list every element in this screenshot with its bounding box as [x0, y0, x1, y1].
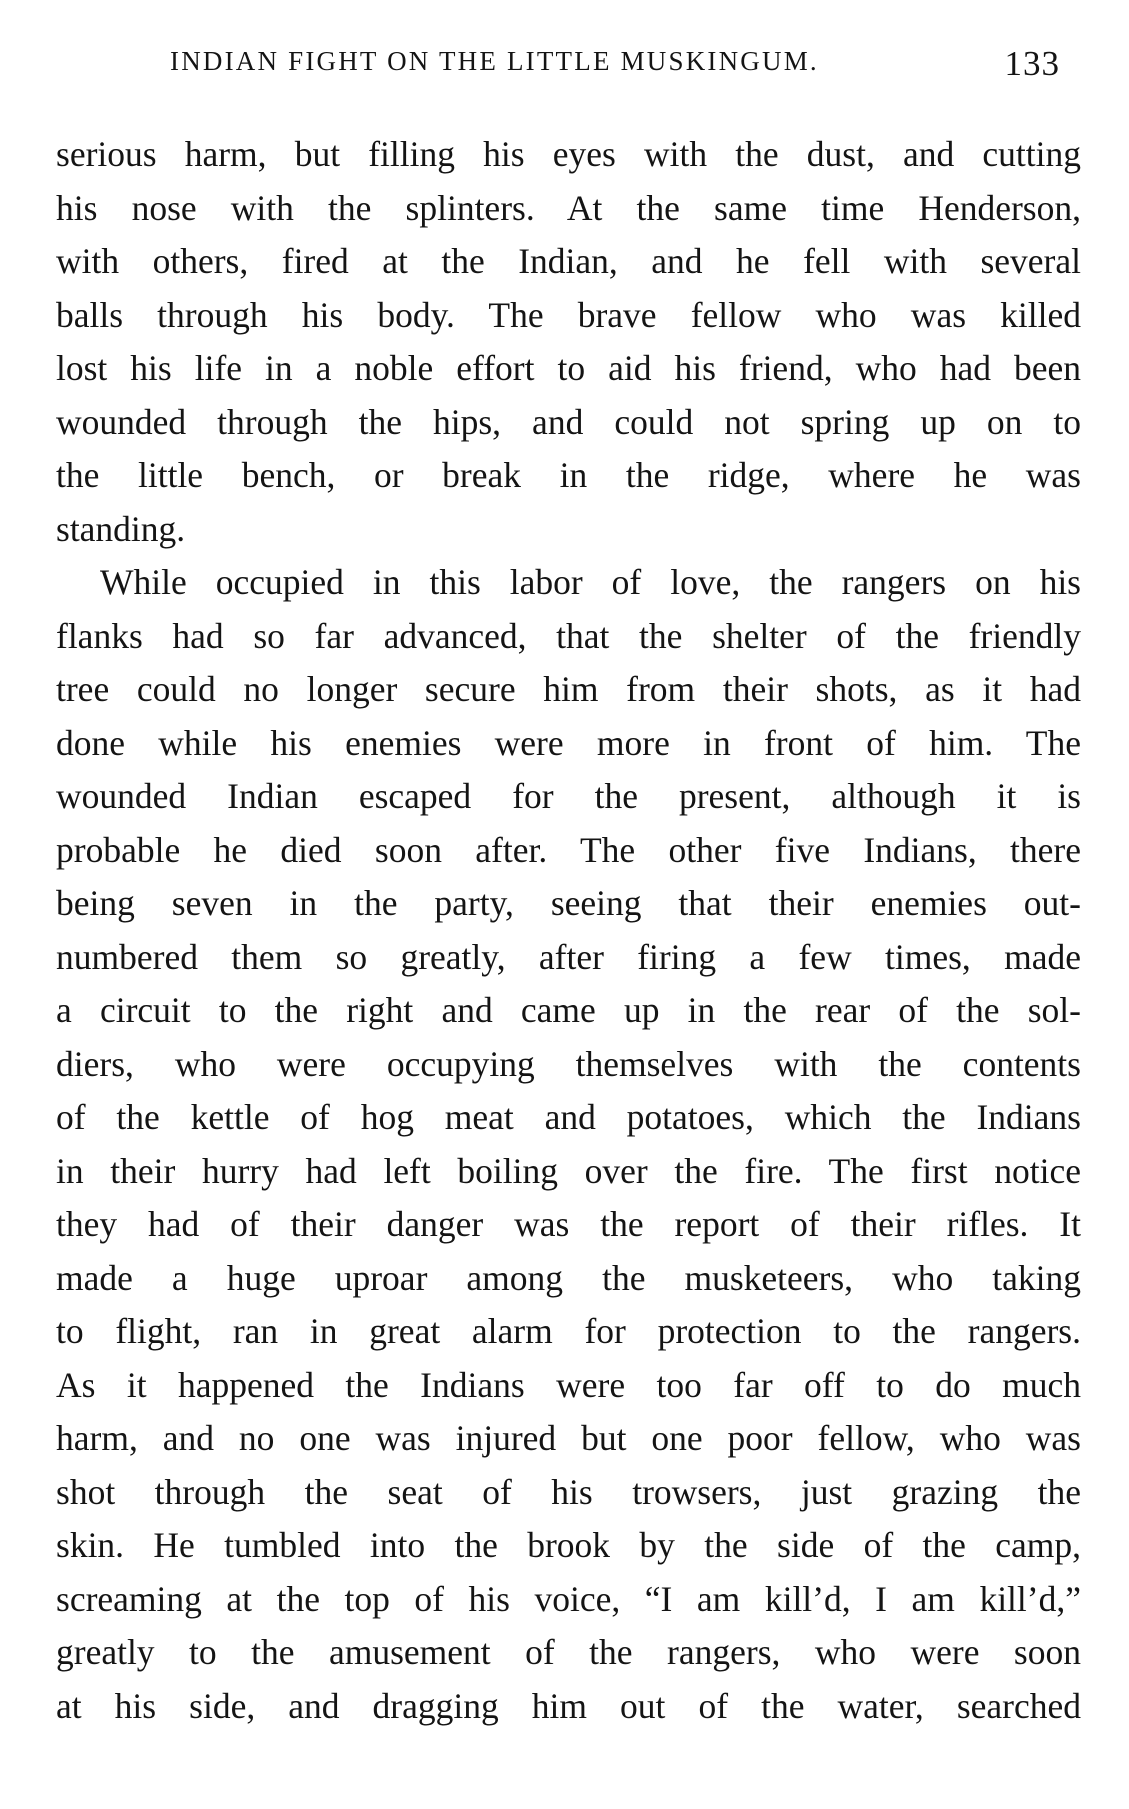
- text-line: flanks had so far advanced, that the shelter of the friendly: [56, 615, 1081, 656]
- text-line: diers, who were occupying themselves with the contents: [56, 1043, 1081, 1084]
- text-line: probable he died soon after. The other five Indians, there: [56, 829, 1081, 870]
- text-line: they had of their danger was the report of their rifles. It: [56, 1204, 1081, 1244]
- text-line: While occupied in this labor of love, the rangers on his: [100, 562, 1081, 602]
- text-line: wounded Indian escaped for the present, although it is: [56, 776, 1081, 816]
- text-line: skin. He tumbled into the brook by the side of the camp,: [56, 1525, 1081, 1565]
- body-text: [56, 128, 1081, 1733]
- text-line: his nose with the splinters. At the same time Henderson,: [56, 187, 1081, 228]
- text-line: with others, fired at the Indian, and he fell with several: [56, 241, 1081, 281]
- text-line: made a huge uproar among the musketeers, who taking: [56, 1257, 1081, 1298]
- text-line: in their hurry had left boiling over the fire. The first notice: [56, 1150, 1081, 1191]
- text-line: to flight, ran in great alarm for protection to the rangers.: [56, 1311, 1081, 1351]
- text-line: numbered them so greatly, after firing a few times, made: [56, 936, 1081, 977]
- page-number: 133: [1004, 44, 1060, 83]
- text-line: lost his life in a noble effort to aid his friend, who had been: [56, 348, 1081, 388]
- text-line: screaming at the top of his voice, “I am kill’d, I am kill’d,”: [56, 1578, 1081, 1619]
- running-head: [170, 46, 1110, 96]
- text-line: wounded through the hips, and could not spring up on to: [56, 401, 1081, 442]
- text-line: As it happened the Indians were too far off to do much: [56, 1364, 1081, 1405]
- text-line: done while his enemies were more in front of him. The: [56, 722, 1081, 763]
- text-line: serious harm, but filling his eyes with the dust, and cutting: [56, 134, 1081, 174]
- paragraph: [56, 556, 1081, 1733]
- running-title: INDIAN FIGHT ON THE LITTLE MUSKINGUM.: [170, 46, 819, 76]
- text-line: at his side, and dragging him out of the water, searched: [56, 1685, 1081, 1726]
- text-line: being seven in the party, seeing that their enemies out-: [56, 883, 1081, 923]
- text-line: greatly to the amusement of the rangers, who were soon: [56, 1632, 1081, 1672]
- text-line: of the kettle of hog meat and potatoes, which the Indians: [56, 1097, 1081, 1137]
- text-line: a circuit to the right and came up in the rear of the sol-: [56, 990, 1081, 1030]
- text-line: standing.: [56, 508, 186, 549]
- text-line: balls through his body. The brave fellow who was killed: [56, 294, 1081, 335]
- text-line: shot through the seat of his trowsers, just grazing the: [56, 1471, 1081, 1512]
- text-line: harm, and no one was injured but one poor fellow, who was: [56, 1418, 1081, 1458]
- text-line: the little bench, or break in the ridge, where he was: [56, 455, 1081, 495]
- text-line: tree could no longer secure him from their shots, as it had: [56, 669, 1081, 709]
- paragraph: [56, 128, 1081, 556]
